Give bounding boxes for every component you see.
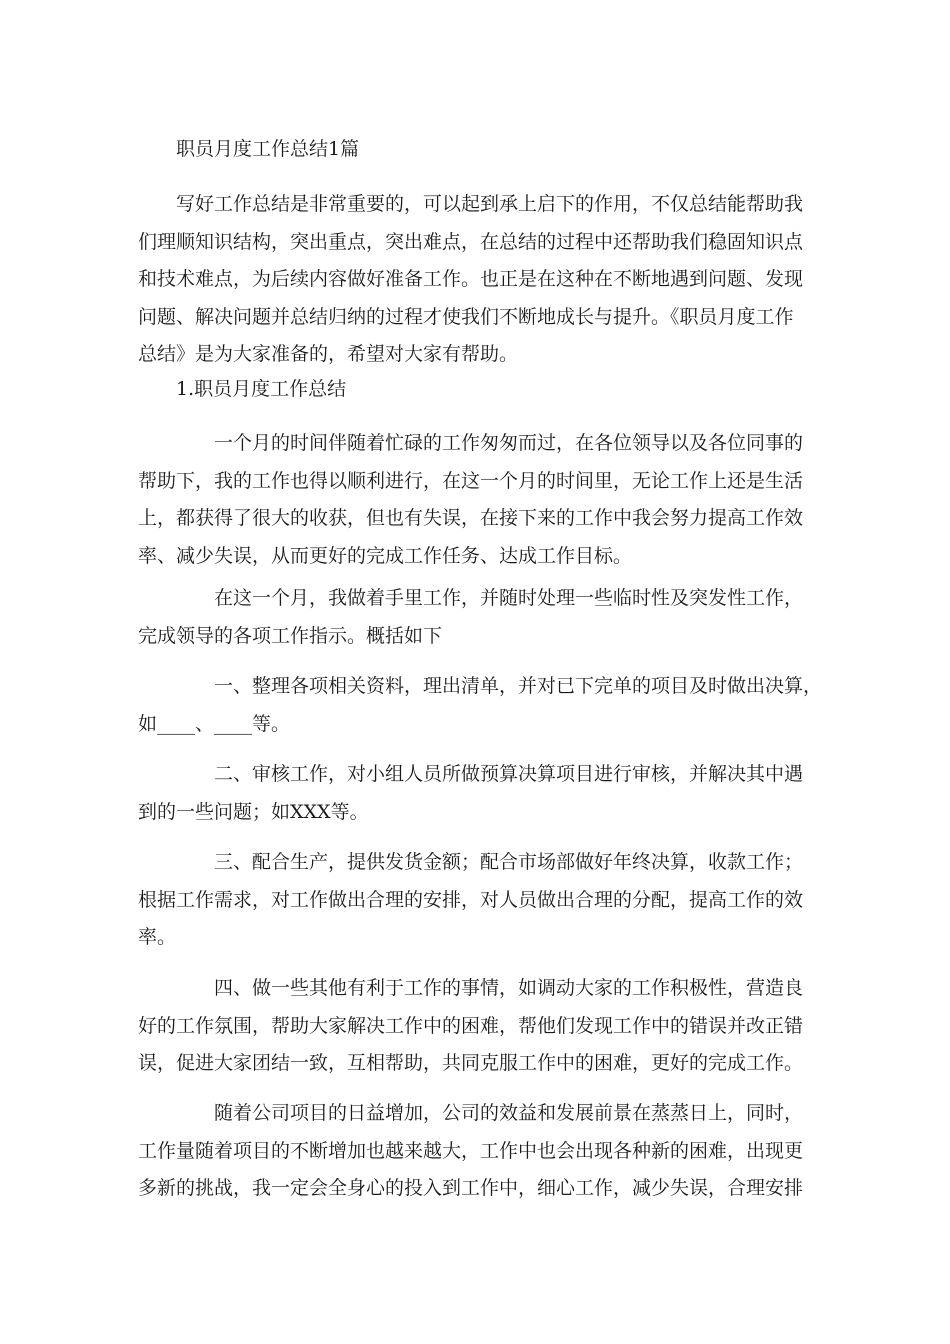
text-line: 写好工作总结是非常重要的，可以起到承上启下的作用，不仅总结能帮助我 (176, 193, 804, 215)
text-line: 们理顺知识结构，突出重点，突出难点，在总结的过程中还帮助我们稳固知识点 (138, 230, 804, 253)
text-line: 好的工作氛围，帮助大家解决工作中的困难，帮他们发现工作中的错误并改正错 (138, 1014, 804, 1037)
text-line: 根据工作需求，对工作做出合理的安排，对人员做出合理的分配，提高工作的效 (138, 888, 804, 911)
text-line: 完成领导的各项工作指示。概括如下 (138, 624, 443, 647)
text-line: 误，促进大家团结一致，互相帮助，共同克服工作中的困难，更好的完成工作。 (138, 1052, 804, 1074)
text-line: 如____、____等。 (138, 712, 291, 735)
text-line: 二、审核工作，对小组人员所做预算决算项目进行审核，并解决其中遇 (214, 763, 804, 785)
paragraph-6 (138, 970, 808, 1083)
paragraph-5 (138, 844, 808, 957)
paragraph-7 (138, 1095, 808, 1208)
text-line: 一、整理各项相关资料，理出清单，并对已下完单的项目及时做出决算， (214, 675, 823, 697)
text-line: 率、减少失误，从而更好的完成工作任务、达成工作目标。 (138, 544, 633, 567)
section-heading: 1.职员月度工作总结 (176, 378, 347, 400)
text-line: 率。 (138, 926, 177, 948)
text-line: 总结》是为大家准备的，希望对大家有帮助。 (138, 343, 519, 365)
paragraph-2 (138, 580, 808, 655)
text-line: 工作量随着项目的不断增加也越来越大，工作中也会出现各种新的困难，出现更 (138, 1139, 804, 1162)
paragraph-4 (138, 756, 808, 831)
text-line: 在这一个月，我做着手里工作，并随时处理一些临时性及突发性工作， (214, 587, 804, 609)
text-line: 三、配合生产，提供发货金额；配合市场部做好年终决算，收款工作； (214, 851, 804, 873)
text-line: 问题、解决问题并总结归纳的过程才使我们不断地成长与提升。《职员月度工作 (138, 305, 794, 328)
paragraph-1 (138, 425, 808, 575)
paragraph-3 (138, 668, 823, 743)
text-line: 一个月的时间伴随着忙碌的工作匆匆而过，在各位领导以及各位同事的 (214, 432, 804, 454)
text-line: 和技术难点，为后续内容做好准备工作。也正是在这种在不断地遇到问题、发现 (138, 268, 804, 290)
text-line: 帮助下，我的工作也得以顺利进行，在这一个月的时间里，无论工作上还是生活 (138, 469, 804, 492)
text-line: 随着公司项目的日益增加，公司的效益和发展前景在蒸蒸日上，同时， (214, 1102, 804, 1124)
text-line: 到的一些问题；如XXX等。 (138, 800, 369, 823)
text-line: 上，都获得了很大的收获，但也有失误，在接下来的工作中我会努力提高工作效 (138, 507, 804, 529)
document-title: 职员月度工作总结1篇 (176, 138, 360, 160)
intro-paragraph (138, 186, 808, 374)
text-line: 多新的挑战，我一定会全身心的投入到工作中，细心工作，减少失误，合理安排 (138, 1177, 804, 1199)
text-line: 四、做一些其他有利于工作的事情，如调动大家的工作积极性，营造良 (214, 977, 804, 999)
